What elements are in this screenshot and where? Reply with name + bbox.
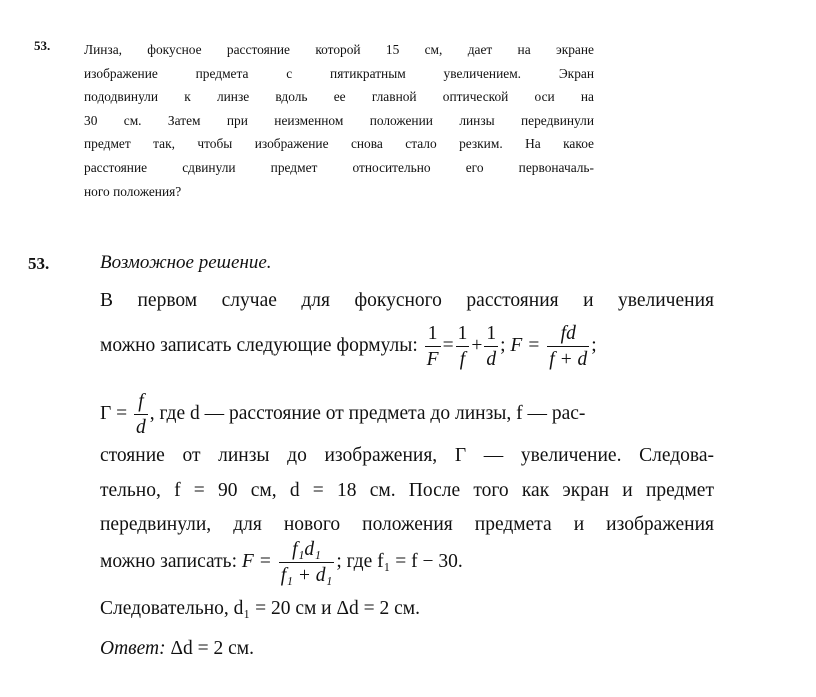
line2-text: можно записать следующие формулы:: [100, 334, 418, 356]
answer-label: Ответ:: [100, 638, 166, 659]
solution-number: 53.: [28, 254, 50, 273]
solution-title: Возможное решение.: [100, 252, 272, 273]
frac-1-over-d: $\frac{1}{d}$: [486, 323, 497, 370]
frac-fd-over-f-plus-d: $\frac{fd}{f + d}$: [549, 323, 588, 370]
solution-line-4: стояние от линзы до изображения, Γ — увеличение. Следова-: [100, 445, 714, 466]
solution-line-7: можно записать: F = $\frac{\text{f₁d₁}}{\text{f₁ + d₁}}$ ; где f₁ = f − 30.: [100, 539, 463, 586]
problem-line-4: 30 см. Затем при неизменном положении линзы передвинули: [84, 112, 594, 128]
problem-line-6: расстояние сдвинули предмет относительно его первоначаль-: [84, 159, 594, 175]
problem-line-1: Линза, фокусное расстояние которой 15 см, дает на экране: [84, 42, 594, 57]
problem-line-7: ного положения?: [84, 183, 182, 199]
solution-line-2: можно записать следующие формулы: $\frac{1}{F}$ = $\frac{1}{f}$ + $\frac{1}{d}$ ; F = $\frac{fd}{f + d}$ ;: [100, 323, 597, 370]
frac-f1d1-over-f1-plus-d1: $\frac{\text{f₁d₁}}{\text{f₁ + d₁}}$: [280, 539, 333, 586]
solution-line-8: Следовательно, d₁ = 20 см и Δd = 2 см.: [100, 598, 421, 619]
problem-number: 53.: [34, 38, 51, 53]
problem-line-2: изображение предмета с пятикратным увеличением. Экран: [84, 65, 594, 81]
solution-line-6: передвинули, для нового положения предмета и изображения: [100, 514, 714, 535]
problem-line-5: предмет так, чтобы изображение снова стало резким. На какое: [84, 136, 594, 152]
solution-answer: [100, 638, 254, 660]
answer-value: Δd = 2 см.: [170, 638, 255, 659]
solution-line-1: В первом случае для фокусного расстояния и увеличения: [100, 290, 714, 311]
frac-1-over-f: $\frac{1}{f}$: [457, 323, 468, 370]
problem-line-3: пододвинули к линзе вдоль ее главной оптической оси на: [84, 89, 594, 105]
solution-line-3: Γ = $\frac{f}{d}$ , где d — расстояние от предмета до линзы, f — рас-: [100, 391, 586, 438]
frac-f-over-d: $\frac{f}{d}$: [136, 391, 146, 438]
solution-line-5: тельно, f = 90 см, d = 18 см. После того как экран и предмет: [100, 480, 714, 501]
problem-text: [84, 38, 594, 203]
frac-1-over-F: $\frac{1}{F}$: [426, 323, 439, 370]
